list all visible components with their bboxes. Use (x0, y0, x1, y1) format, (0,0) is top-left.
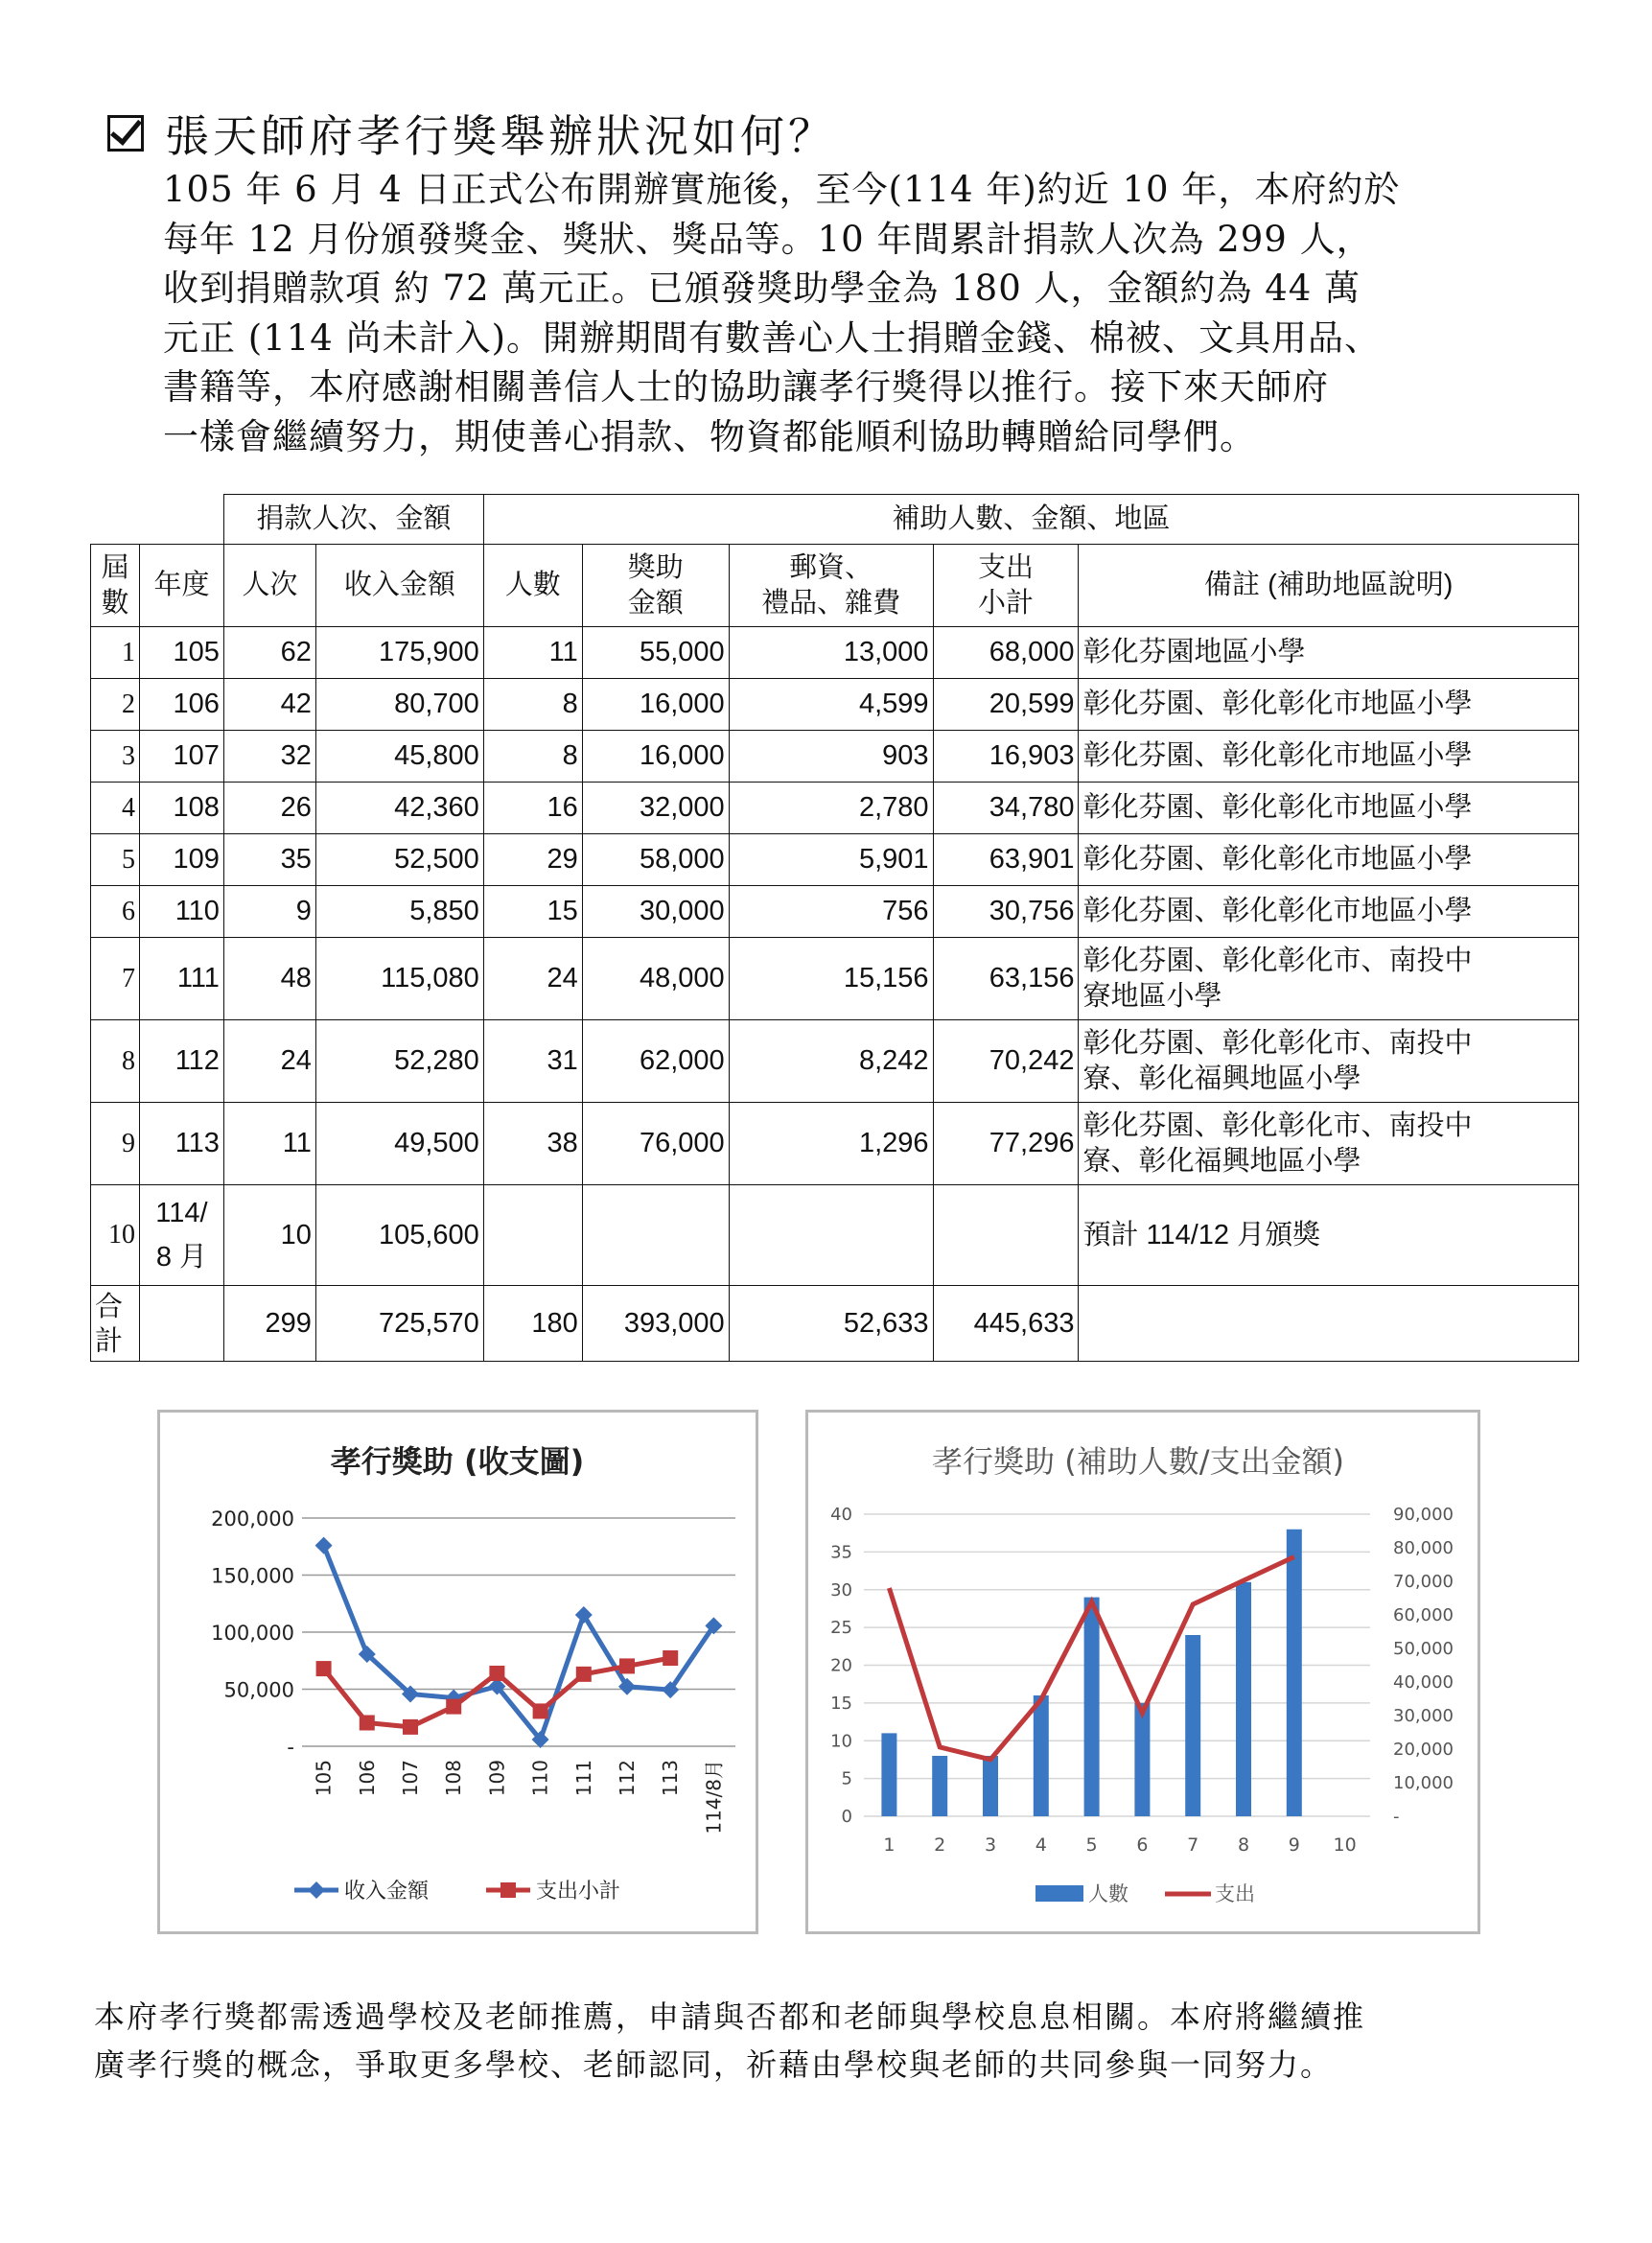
cell-year: 109 (139, 834, 223, 886)
cell-postage: 903 (729, 731, 933, 783)
col-header-people: 人數 (483, 545, 582, 627)
legend-marker (308, 1881, 325, 1899)
cell-income: 52,280 (315, 1020, 483, 1103)
col-header-subtotal-text: 支出 小計 (977, 552, 1034, 619)
data-point (315, 1537, 333, 1554)
table-row (91, 1103, 1579, 1185)
data-point (403, 1719, 418, 1735)
cell-note: 彰化芬園、彰化彰化市地區小學 (1079, 679, 1579, 731)
cell-award: 55,000 (582, 627, 729, 679)
cell-subtotal: 20,599 (933, 679, 1079, 731)
total-cell-year (139, 1286, 223, 1362)
bar (1185, 1635, 1200, 1816)
y-tick-label: - (287, 1736, 294, 1759)
y-tick-label: 20 (830, 1655, 852, 1676)
col-header-subtotal (933, 545, 1079, 627)
total-cell-label: 合 計 (91, 1286, 140, 1362)
intro-line: 書籍等，本府感謝相關善信人士的協助讓孝行獎得以推行。接下來天師府 (163, 366, 1329, 408)
x-tick-label: 105 (312, 1760, 336, 1797)
cell-subtotal: 77,296 (933, 1103, 1079, 1185)
total-cell-subtotal: 445,633 (933, 1286, 1079, 1362)
outro-line: 本府孝行獎都需透過學校及老師推薦，申請與否都和老師與學校息息相關。本府將繼續推 (94, 1998, 1366, 2035)
cell-session: 6 (91, 886, 140, 938)
cell-income: 5,850 (315, 886, 483, 938)
cell-note: 彰化芬園、彰化彰化市、南投中 寮、彰化福興地區小學 (1079, 1103, 1579, 1185)
cell-income: 42,360 (315, 783, 483, 834)
legend-label: 收入金額 (344, 1880, 430, 1904)
x-tick-label: 9 (1288, 1834, 1300, 1856)
cell-postage: 8,242 (729, 1020, 933, 1103)
cell-postage: 13,000 (729, 627, 933, 679)
people-expense-chart-svg (808, 1413, 1477, 1931)
cell-award: 62,000 (582, 1020, 729, 1103)
cell-year: 107 (139, 731, 223, 783)
col-header-postage (729, 545, 933, 627)
y-tick-label: 10 (830, 1731, 852, 1752)
cell-subtotal: 70,242 (933, 1020, 1079, 1103)
cell-award (582, 1185, 729, 1286)
cell-postage: 4,599 (729, 679, 933, 731)
table-row (91, 783, 1579, 834)
y2-tick-label: 60,000 (1393, 1605, 1454, 1625)
col-header-donors: 人次 (223, 545, 315, 627)
x-tick-label: 6 (1136, 1834, 1149, 1856)
cell-award: 16,000 (582, 679, 729, 731)
cell-year: 113 (139, 1103, 223, 1185)
table-row (91, 938, 1579, 1020)
table-row (91, 679, 1579, 731)
group-header-subsidy: 補助人數、金額、地區 (483, 495, 1578, 545)
cell-people: 16 (483, 783, 582, 834)
cell-note: 彰化芬園地區小學 (1079, 627, 1579, 679)
y-tick-label: 15 (830, 1693, 852, 1714)
cell-income: 52,500 (315, 834, 483, 886)
y-tick-label: 0 (841, 1807, 852, 1827)
y2-tick-label: 80,000 (1393, 1538, 1454, 1558)
y-tick-label: 30 (830, 1579, 852, 1600)
cell-people: 38 (483, 1103, 582, 1185)
bar (1287, 1530, 1302, 1816)
cell-award: 48,000 (582, 938, 729, 1020)
col-header-note: 備註 (補助地區說明) (1079, 545, 1579, 627)
col-header-award (582, 545, 729, 627)
data-point (446, 1699, 461, 1715)
cell-session: 3 (91, 731, 140, 783)
cell-year: 108 (139, 783, 223, 834)
cell-year: 110 (139, 886, 223, 938)
y-tick-label: 35 (830, 1542, 852, 1563)
table-row (91, 627, 1579, 679)
y-tick-label: 25 (830, 1618, 852, 1639)
cell-award: 32,000 (582, 783, 729, 834)
cell-people (483, 1185, 582, 1286)
y-tick-label: 40 (830, 1505, 852, 1525)
cell-postage: 15,156 (729, 938, 933, 1020)
cell-income: 80,700 (315, 679, 483, 731)
cell-note: 預計 114/12 月頒獎 (1079, 1185, 1579, 1286)
col-header-session-text: 屆 數 (101, 552, 129, 619)
checkbox-checked-icon (107, 115, 144, 152)
bar (983, 1756, 998, 1816)
y-tick-label: 200,000 (211, 1507, 294, 1530)
y-tick-label: 100,000 (211, 1622, 294, 1645)
cell-note: 彰化芬園、彰化彰化市地區小學 (1079, 834, 1579, 886)
cell-donors: 24 (223, 1020, 315, 1103)
cell-people: 8 (483, 731, 582, 783)
cell-subtotal: 34,780 (933, 783, 1079, 834)
y2-tick-label: 40,000 (1393, 1672, 1454, 1693)
cell-note: 彰化芬園、彰化彰化市地區小學 (1079, 731, 1579, 783)
cell-postage: 5,901 (729, 834, 933, 886)
cell-donors: 10 (223, 1185, 315, 1286)
cell-people: 24 (483, 938, 582, 1020)
total-cell-note (1079, 1286, 1579, 1362)
cell-subtotal: 68,000 (933, 627, 1079, 679)
table-row (91, 731, 1579, 783)
x-tick-label: 5 (1085, 1834, 1098, 1856)
table-row (91, 886, 1579, 938)
x-tick-label: 112 (616, 1760, 639, 1797)
cell-award: 58,000 (582, 834, 729, 886)
x-tick-label: 2 (934, 1834, 946, 1856)
y2-tick-label: - (1393, 1807, 1400, 1827)
cell-award: 76,000 (582, 1103, 729, 1185)
people-expense-chart (805, 1410, 1480, 1934)
cell-postage (729, 1185, 933, 1286)
x-tick-label: 1 (883, 1834, 896, 1856)
cell-people: 15 (483, 886, 582, 938)
total-cell-postage: 52,633 (729, 1286, 933, 1362)
x-tick-label: 4 (1035, 1834, 1047, 1856)
data-point (576, 1667, 592, 1682)
cell-subtotal: 63,901 (933, 834, 1079, 886)
heading-text: 張天師府孝行獎舉辦狀況如何？ (165, 110, 836, 162)
intro-line: 105 年 6 月 4 日正式公布開辦實施後，至今(114 年)約近 10 年，本府約於 (163, 169, 1401, 210)
y-tick-label: 150,000 (211, 1564, 294, 1588)
bar (1084, 1598, 1100, 1816)
cell-income: 105,600 (315, 1185, 483, 1286)
cell-postage: 1,296 (729, 1103, 933, 1185)
intro-paragraph (163, 165, 1592, 461)
y2-tick-label: 10,000 (1393, 1773, 1454, 1793)
cell-postage: 2,780 (729, 783, 933, 834)
cell-income: 115,080 (315, 938, 483, 1020)
cell-donors: 32 (223, 731, 315, 783)
cell-session: 7 (91, 938, 140, 1020)
x-tick-label: 8 (1237, 1834, 1250, 1856)
x-tick-label: 106 (355, 1760, 379, 1797)
cell-year: 106 (139, 679, 223, 731)
x-tick-label: 108 (442, 1760, 466, 1797)
x-tick-label: 109 (485, 1760, 509, 1797)
table-corner-blank (91, 495, 224, 545)
cell-year: 105 (139, 627, 223, 679)
cell-people: 11 (483, 627, 582, 679)
legend-label: 人數 (1088, 1882, 1128, 1905)
data-point (619, 1658, 635, 1673)
col-header-year: 年度 (139, 545, 223, 627)
y-tick-label: 5 (841, 1768, 852, 1789)
total-cell-donors: 299 (223, 1286, 315, 1362)
x-tick-label: 10 (1333, 1834, 1357, 1856)
legend-label: 支出小計 (536, 1880, 621, 1904)
cell-note: 彰化芬園、彰化彰化市地區小學 (1079, 886, 1579, 938)
cell-session: 2 (91, 679, 140, 731)
cell-year: 112 (139, 1020, 223, 1103)
cell-note: 彰化芬園、彰化彰化市地區小學 (1079, 783, 1579, 834)
data-point (663, 1650, 678, 1666)
cell-year: 111 (139, 938, 223, 1020)
cell-donors: 9 (223, 886, 315, 938)
cell-income: 49,500 (315, 1103, 483, 1185)
table-row (91, 1185, 1579, 1286)
cell-session: 8 (91, 1020, 140, 1103)
table-row (91, 1020, 1579, 1103)
y2-tick-label: 90,000 (1393, 1505, 1454, 1525)
bar (1236, 1582, 1251, 1816)
cell-donors: 42 (223, 679, 315, 731)
x-tick-label: 110 (528, 1760, 552, 1797)
cell-people: 31 (483, 1020, 582, 1103)
cell-session: 5 (91, 834, 140, 886)
cell-people: 8 (483, 679, 582, 731)
intro-line: 收到捐贈款項 約 72 萬元正。已頒發獎助學金為 180 人，金額約為 44 萬 (163, 268, 1361, 309)
total-cell-people: 180 (483, 1286, 582, 1362)
cell-income: 45,800 (315, 731, 483, 783)
cell-year: 114/ 8 月 (139, 1185, 223, 1286)
bar (1034, 1695, 1049, 1816)
cell-subtotal: 30,756 (933, 886, 1079, 938)
cell-session: 4 (91, 783, 140, 834)
closing-paragraph (94, 1993, 1590, 2089)
table-total-row (91, 1286, 1579, 1362)
legend-marker (500, 1882, 516, 1898)
chart-title: 孝行獎助 (收支圖) (330, 1443, 585, 1480)
y2-tick-label: 50,000 (1393, 1639, 1454, 1659)
outro-line: 廣孝行獎的概念，爭取更多學校、老師認同，祈藉由學校與老師的共同參與一同努力。 (94, 2046, 1334, 2083)
cell-income: 175,900 (315, 627, 483, 679)
cell-subtotal: 63,156 (933, 938, 1079, 1020)
legend-label: 支出 (1215, 1882, 1255, 1905)
col-header-award-text: 獎助 金額 (627, 552, 684, 619)
income-expense-chart (157, 1410, 758, 1934)
y2-tick-label: 70,000 (1393, 1572, 1454, 1592)
cell-donors: 62 (223, 627, 315, 679)
data-point (533, 1703, 548, 1718)
bar (1134, 1703, 1150, 1816)
x-tick-label: 3 (984, 1834, 997, 1856)
cell-note: 彰化芬園、彰化彰化市、南投中 寮地區小學 (1079, 938, 1579, 1020)
data-point (360, 1715, 375, 1730)
col-header-postage-text: 郵資、 禮品、雜費 (761, 552, 901, 619)
cell-subtotal (933, 1185, 1079, 1286)
cell-postage: 756 (729, 886, 933, 938)
section-heading (107, 100, 836, 167)
intro-line: 一樣會繼續努力，期使善心捐款、物資都能順利協助轉贈給同學們。 (163, 415, 1256, 457)
intro-line: 每年 12 月份頒發獎金、獎狀、獎品等。10 年間累計捐款人次為 299 人， (163, 218, 1373, 260)
cell-session: 9 (91, 1103, 140, 1185)
data-point (316, 1661, 332, 1676)
cell-donors: 26 (223, 783, 315, 834)
y2-tick-label: 20,000 (1393, 1740, 1454, 1760)
y-tick-label: 50,000 (223, 1678, 294, 1702)
x-tick-label: 107 (399, 1760, 422, 1797)
y2-tick-label: 30,000 (1393, 1706, 1454, 1726)
data-point (489, 1666, 504, 1681)
cell-note: 彰化芬園、彰化彰化市、南投中 寮、彰化福興地區小學 (1079, 1020, 1579, 1103)
cell-subtotal: 16,903 (933, 731, 1079, 783)
group-header-donation: 捐款人次、金額 (223, 495, 483, 545)
total-cell-award: 393,000 (582, 1286, 729, 1362)
legend-bar-swatch (1035, 1885, 1083, 1902)
x-tick-label: 111 (571, 1760, 595, 1797)
col-header-session (91, 545, 140, 627)
bar (932, 1756, 947, 1816)
x-tick-label: 113 (659, 1760, 683, 1797)
x-tick-label: 7 (1187, 1834, 1199, 1856)
cell-session: 1 (91, 627, 140, 679)
cell-donors: 11 (223, 1103, 315, 1185)
cell-donors: 48 (223, 938, 315, 1020)
chart-title: 孝行獎助 (補助人數/支出金額) (932, 1443, 1344, 1480)
bar (881, 1733, 896, 1816)
cell-people: 29 (483, 834, 582, 886)
award-summary-table (90, 494, 1579, 1362)
cell-award: 30,000 (582, 886, 729, 938)
cell-award: 16,000 (582, 731, 729, 783)
cell-session: 10 (91, 1185, 140, 1286)
intro-line: 元正 (114 尚未計入)。開辦期間有數善心人士捐贈金錢、棉被、文具用品、 (163, 316, 1382, 359)
col-header-income: 收入金額 (315, 545, 483, 627)
x-tick-label: 114/8月 (702, 1760, 726, 1834)
total-cell-income: 725,570 (315, 1286, 483, 1362)
cell-donors: 35 (223, 834, 315, 886)
income-expense-chart-svg (160, 1413, 756, 1931)
table-row (91, 834, 1579, 886)
